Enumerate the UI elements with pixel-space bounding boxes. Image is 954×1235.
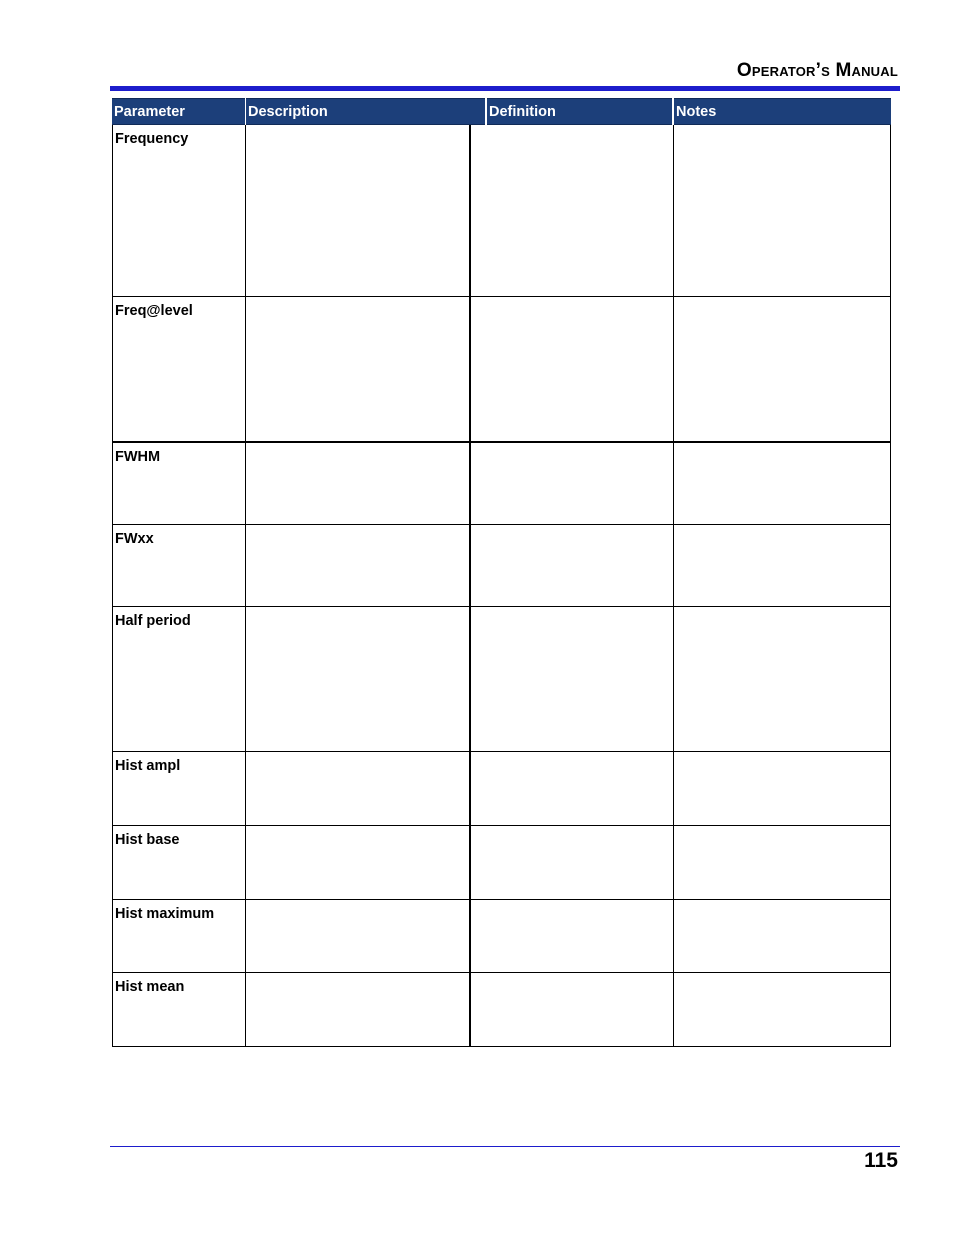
cell-notes — [674, 607, 890, 751]
cell-parameter: Hist maximum — [113, 900, 246, 972]
cell-definition — [471, 900, 674, 972]
cell-notes — [674, 443, 890, 524]
cell-notes — [674, 125, 890, 296]
table-row — [113, 973, 890, 1047]
table-row — [113, 125, 890, 297]
table-row — [113, 900, 890, 973]
cell-description — [246, 525, 471, 606]
cell-description — [246, 973, 471, 1046]
cell-definition — [471, 297, 674, 441]
running-header-title: Operator’s Manual — [736, 60, 898, 81]
cell-parameter: Hist ampl — [113, 752, 246, 825]
cell-definition — [471, 826, 674, 899]
column-header-definition: Definition — [487, 98, 672, 125]
table-row — [113, 525, 890, 607]
cell-definition — [471, 525, 674, 606]
cell-parameter: FWHM — [113, 443, 246, 524]
cell-description — [246, 607, 471, 751]
header-rule — [110, 86, 900, 91]
footer-rule — [110, 1146, 900, 1147]
page-number: 115 — [864, 1149, 898, 1172]
cell-notes — [674, 973, 890, 1046]
cell-parameter: Frequency — [113, 125, 246, 296]
cell-parameter: Half period — [113, 607, 246, 751]
cell-notes — [674, 297, 890, 441]
table-body — [112, 125, 891, 1047]
column-header-notes: Notes — [674, 98, 891, 125]
cell-description — [246, 752, 471, 825]
cell-parameter: Hist mean — [113, 973, 246, 1046]
cell-parameter: Freq@level — [113, 297, 246, 441]
cell-description — [246, 297, 471, 441]
cell-notes — [674, 826, 890, 899]
cell-notes — [674, 900, 890, 972]
cell-parameter: FWxx — [113, 525, 246, 606]
column-header-description: Description — [246, 98, 485, 125]
table-header-row — [112, 98, 891, 125]
cell-description — [246, 826, 471, 899]
table-row — [113, 443, 890, 525]
cell-definition — [471, 752, 674, 825]
table-row — [113, 752, 890, 826]
cell-description — [246, 125, 471, 296]
table-row — [113, 826, 890, 900]
cell-description — [246, 900, 471, 972]
table-row — [113, 297, 890, 443]
column-header-parameter: Parameter — [112, 98, 245, 125]
cell-definition — [471, 973, 674, 1046]
cell-definition — [471, 607, 674, 751]
cell-notes — [674, 752, 890, 825]
cell-description — [246, 443, 471, 524]
cell-notes — [674, 525, 890, 606]
cell-definition — [471, 125, 674, 296]
parameter-table — [112, 98, 891, 995]
cell-definition — [471, 443, 674, 524]
cell-parameter: Hist base — [113, 826, 246, 899]
table-row — [113, 607, 890, 752]
